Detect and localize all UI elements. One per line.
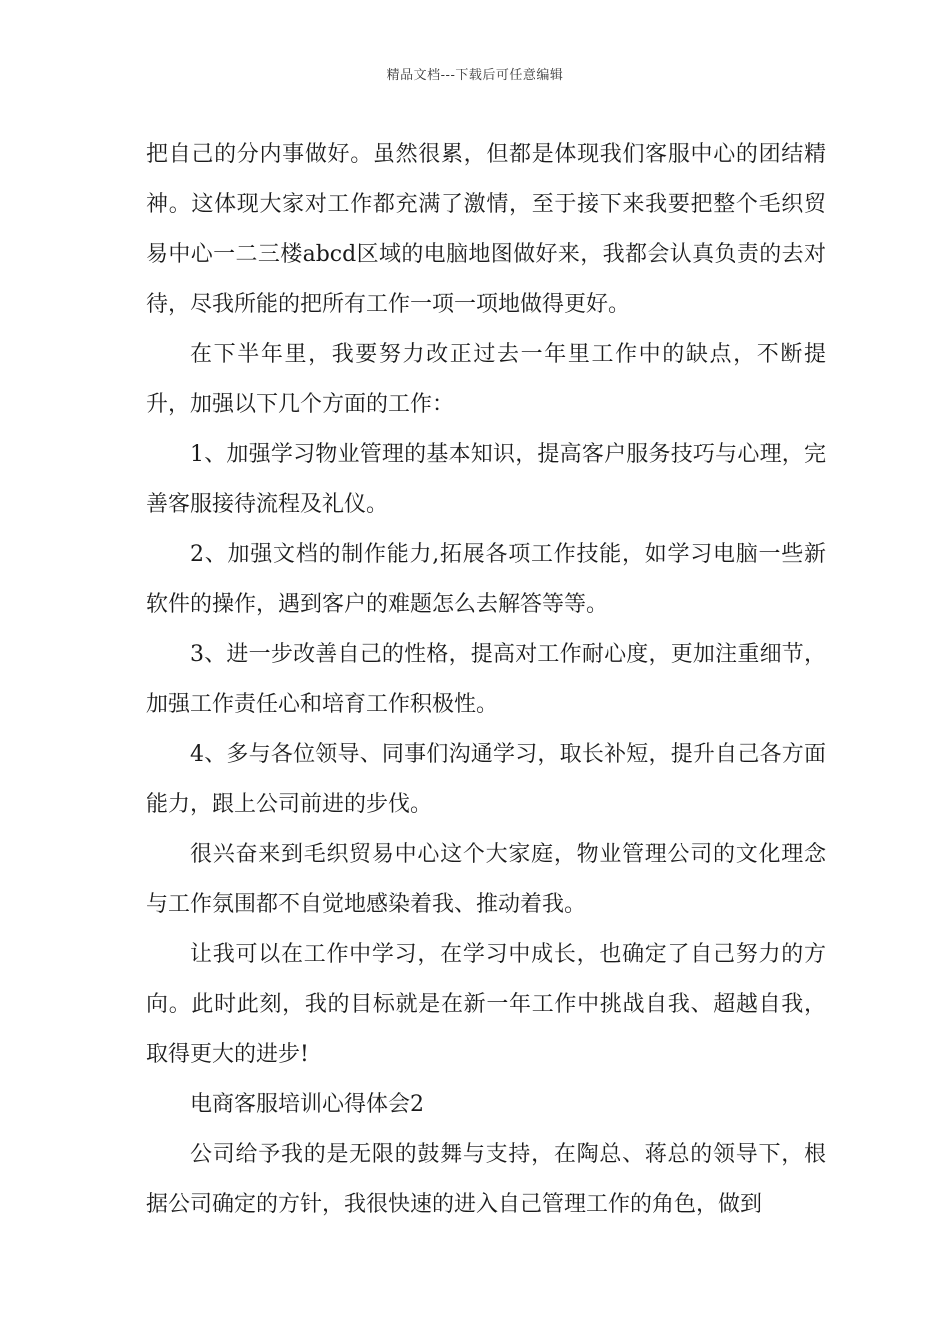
document-body xyxy=(146,130,826,1230)
list-item-2: 2、加强文档的制作能力,拓展各项工作技能，如学习电脑一些新软件的操作，遇到客户的难题怎么去解答等等。 xyxy=(146,542,826,617)
paragraph-continuation: 把自己的分内事做好。虽然很累，但都是体现我们客服中心的团结精神。这体现大家对工作都充满了激情，至于接下来我要把整个毛织贸易中心一二三楼abcd区域的电脑地图做好来，我都会认真负责的去对待，尽我所能的把所有工作一项一项地做得更好。 xyxy=(146,142,826,317)
list-item-1: 1、加强学习物业管理的基本知识，提高客户服务技巧与心理，完善客服接待流程及礼仪。 xyxy=(146,442,826,517)
paragraph-company-support: 公司给予我的是无限的鼓舞与支持，在陶总、蒋总的领导下，根据公司确定的方针，我很快速的进入自己管理工作的角色，做到 xyxy=(146,1142,826,1217)
list-item-3: 3、进一步改善自己的性格，提高对工作耐心度，更加注重细节，加强工作责任心和培育工作积极性。 xyxy=(146,642,826,717)
section-title: 电商客服培训心得体会2 xyxy=(190,1092,424,1117)
paragraph-second-half-plan: 在下半年里，我要努力改正过去一年里工作中的缺点，不断提升，加强以下几个方面的工作： xyxy=(146,342,826,417)
paragraph-company-culture: 很兴奋来到毛织贸易中心这个大家庭，物业管理公司的文化理念与工作氛围都不自觉地感染着我、推动着我。 xyxy=(146,842,826,917)
list-item-4: 4、多与各位领导、同事们沟通学习，取长补短，提升自己各方面能力，跟上公司前进的步伐。 xyxy=(146,742,826,817)
paragraph-goals: 让我可以在工作中学习，在学习中成长，也确定了自己努力的方向。此时此刻，我的目标就是在新一年工作中挑战自我、超越自我，取得更大的进步! xyxy=(146,942,826,1067)
page-header: 精品文档---下载后可任意编辑 xyxy=(386,68,564,83)
